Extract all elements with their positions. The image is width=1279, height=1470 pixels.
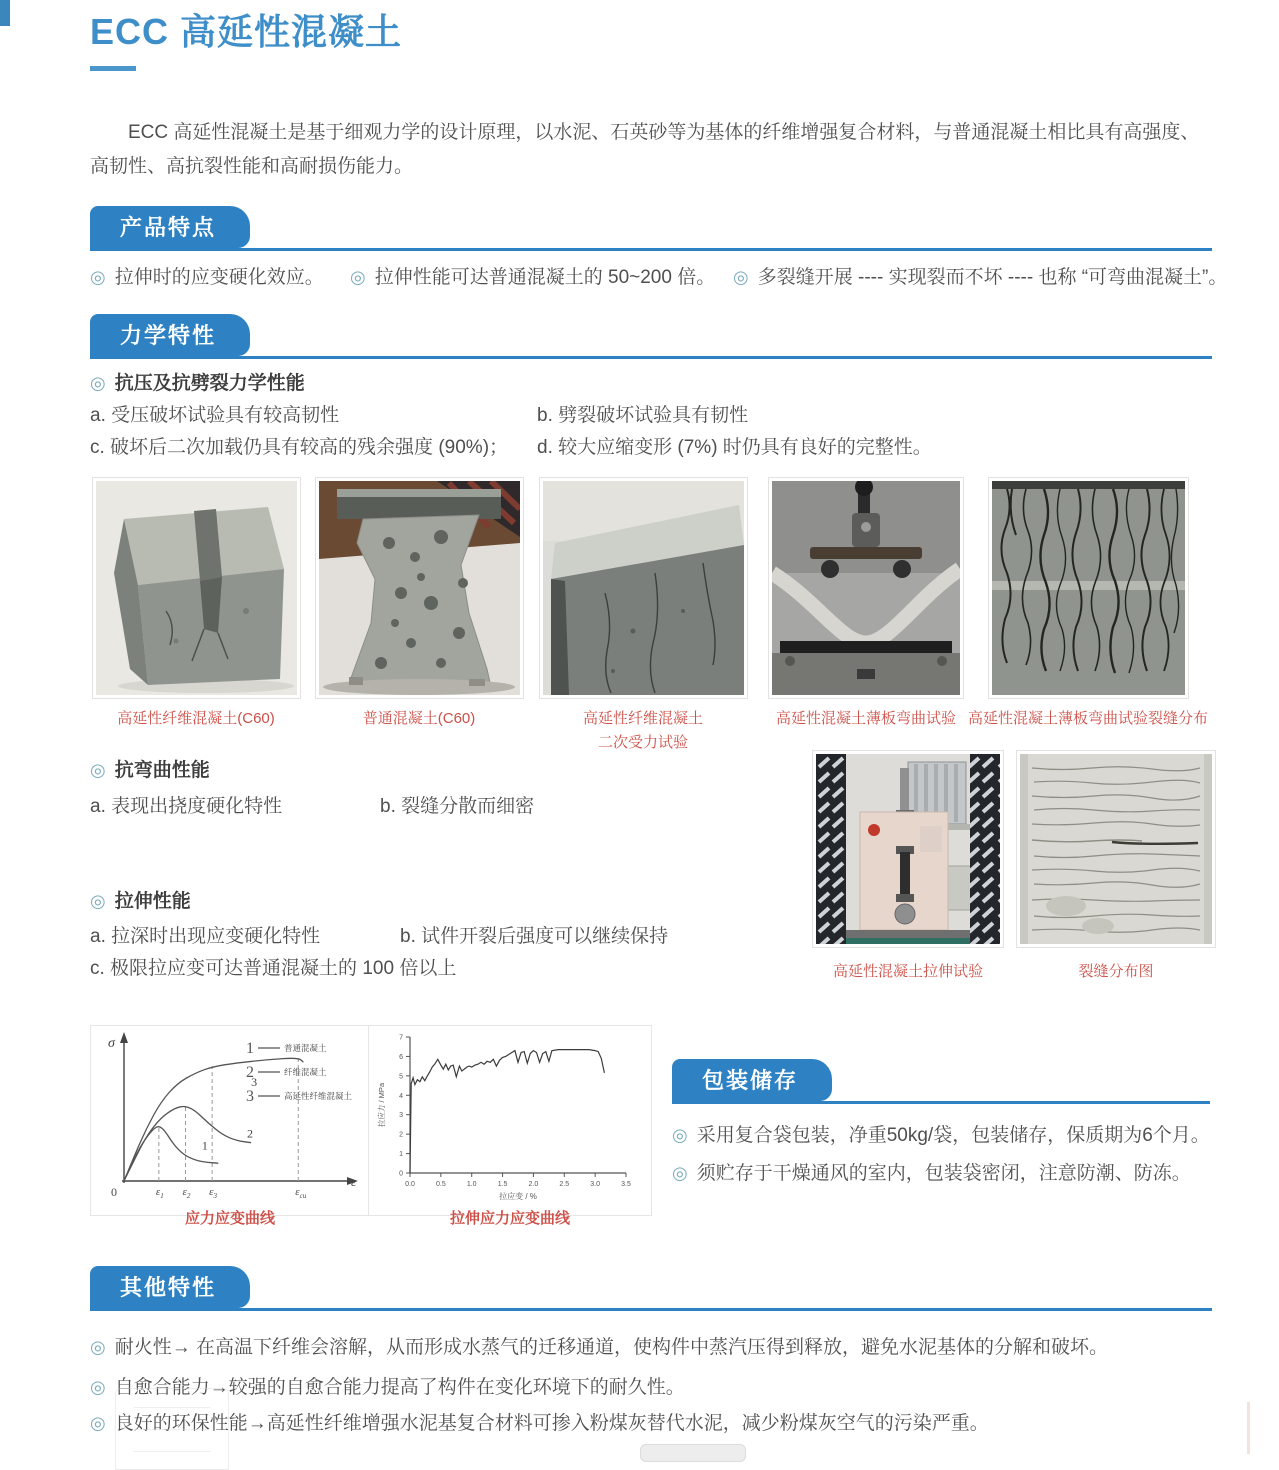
packaging-bullet-1: ◎ 采用复合袋包装，净重50kg/袋，包装储存，保质期为6个月。	[672, 1125, 1210, 1146]
feature-bullet-1: ◎ 拉伸时的应变硬化效应。	[90, 267, 324, 288]
section-bar-mechanical	[90, 314, 1212, 359]
svg-text:3: 3	[399, 1112, 403, 1120]
photo-caption: 普通混凝土(C60)	[362, 710, 476, 727]
svg-text:0: 0	[111, 1185, 117, 1199]
svg-text:1.5: 1.5	[497, 1181, 508, 1188]
title-underline	[90, 66, 136, 71]
svg-text:拉应力 / MPa: 拉应力 / MPa	[377, 1082, 386, 1128]
svg-text:高延性纤维混凝土: 高延性纤维混凝土	[284, 1091, 353, 1101]
svg-text:1: 1	[399, 1151, 403, 1159]
ring-bullet-icon: ◎	[90, 760, 106, 780]
section-bar-features	[90, 206, 1212, 251]
faint-watermark-outline	[115, 1388, 229, 1470]
photo-caption: 高延性混凝土拉伸试验	[832, 963, 984, 980]
packaging-bullet-2: ◎ 须贮存于干燥通风的室内，包装袋密闭，注意防潮、防冻。	[672, 1163, 1191, 1184]
photo-caption: 高延性混凝土薄板弯曲试验	[775, 710, 957, 727]
ring-bullet-icon: ◎	[350, 267, 366, 287]
svg-text:2.0: 2.0	[528, 1181, 539, 1188]
tensile-stress-strain-chart	[368, 1025, 652, 1216]
subsection-bending-title: ◎ 抗弯曲性能	[90, 760, 210, 781]
photo-caption: 二次受力试验	[597, 734, 689, 751]
ring-bullet-icon: ◎	[90, 373, 106, 393]
chart-caption: 应力应变曲线	[184, 1210, 276, 1227]
compression-item-c: c. 破坏后二次加载仍具有较高的残余强度 (90%)；	[90, 437, 509, 458]
feature-bullet-2: ◎ 拉伸性能可达普通混凝土的 50~200 倍。	[350, 267, 716, 288]
corner-accent-strip	[0, 0, 10, 26]
ring-bullet-icon: ◎	[90, 1377, 106, 1397]
svg-text:拉应变 / %: 拉应变 / %	[499, 1192, 537, 1201]
svg-text:2.5: 2.5	[559, 1181, 570, 1188]
svg-text:εcu: $\varepsilon_{cu}$	[295, 1186, 307, 1200]
bending-item-a: a. 表现出挠度硬化特性	[90, 796, 283, 817]
svg-text:1: 1	[201, 1138, 208, 1153]
photo-ductile-fiber-concrete-c60	[92, 477, 301, 699]
photo-ductile-fiber-secondary-load	[539, 477, 748, 699]
section-heading-other: 其他特性	[90, 1266, 250, 1308]
svg-text:5: 5	[399, 1073, 403, 1081]
section-heading-packaging: 包装储存	[672, 1059, 832, 1101]
svg-text:4: 4	[399, 1092, 403, 1100]
svg-text:2: 2	[246, 1064, 254, 1081]
svg-text:3.5: 3.5	[621, 1181, 631, 1188]
photo-caption: 高延性混凝土薄板弯曲试验裂缝分布	[967, 710, 1209, 727]
section-heading-mechanical: 力学特性	[90, 314, 250, 356]
intro-paragraph: ECC 高延性混凝土是基于细观力学的设计原理，以水泥、石英砂等为基体的纤维增强复合材料，与普通混凝土相比具有高强度、高韧性、高抗裂性能和高耐损伤能力。	[90, 122, 1200, 177]
compression-item-d: d. 较大应缩变形 (7%) 时仍具有良好的完整性。	[537, 437, 932, 458]
tension-item-a: a. 拉深时出现应变硬化特性	[90, 926, 321, 947]
svg-text:纤维混凝土: 纤维混凝土	[284, 1067, 327, 1077]
section-heading-features: 产品特点	[90, 206, 250, 248]
photo-normal-concrete-c60	[315, 477, 524, 699]
svg-text:ε1: $\varepsilon_1$	[155, 1186, 164, 1200]
photo-caption: 高延性纤维混凝土	[582, 710, 704, 727]
photo-thin-slab-bending-test	[768, 477, 964, 699]
subsection-compression-title: ◎ 抗压及抗劈裂力学性能	[90, 373, 305, 394]
photo-tension-test-machine	[812, 750, 1004, 948]
other-bullet-2: ◎ 自愈合能力→较强的自愈合能力提高了构件在变化环境下的耐久性。	[90, 1377, 685, 1398]
svg-text:1.0: 1.0	[466, 1181, 477, 1188]
svg-text:0.0: 0.0	[405, 1181, 415, 1188]
svg-text:2: 2	[399, 1131, 403, 1139]
compression-item-a: a. 受压破坏试验具有较高韧性	[90, 405, 340, 426]
svg-text:2: 2	[247, 1126, 253, 1141]
ring-bullet-icon: ◎	[90, 1413, 106, 1433]
tension-item-c: c. 极限拉应变可达普通混凝土的 100 倍以上	[90, 958, 457, 979]
section-bar-packaging	[672, 1059, 1210, 1104]
feature-bullet-3: ◎ 多裂缝开展 ---- 实现裂而不坏 ---- 也称 “可弯曲混凝土”。	[733, 267, 1228, 288]
svg-text:ε: ε	[351, 1174, 357, 1189]
svg-text:3: 3	[251, 1074, 258, 1089]
photo-caption: 裂缝分布图	[1078, 963, 1154, 980]
faint-side-mark	[1247, 1402, 1250, 1454]
svg-text:1: 1	[246, 1040, 254, 1057]
svg-text:0.5: 0.5	[435, 1181, 446, 1188]
chart-caption: 拉伸应力应变曲线	[449, 1210, 571, 1227]
tension-item-b: b. 试件开裂后强度可以继续保持	[400, 926, 669, 947]
bending-item-b: b. 裂缝分散而细密	[380, 796, 535, 817]
subsection-tension-title: ◎ 拉伸性能	[90, 891, 191, 912]
section-bar-other	[90, 1266, 1212, 1311]
ring-bullet-icon: ◎	[672, 1163, 688, 1183]
ring-bullet-icon: ◎	[672, 1125, 688, 1145]
ring-bullet-icon: ◎	[90, 891, 106, 911]
compression-item-b: b. 劈裂破坏试验具有韧性	[537, 405, 749, 426]
svg-text:0: 0	[399, 1170, 403, 1178]
photo-caption: 高延性纤维混凝土(C60)	[117, 710, 275, 727]
stress-strain-schematic-chart	[90, 1025, 370, 1216]
svg-text:ε2: $\varepsilon_2$	[182, 1186, 191, 1200]
svg-text:6: 6	[399, 1053, 403, 1061]
photo-crack-distribution-map	[1016, 750, 1216, 948]
svg-text:σ: σ	[108, 1036, 115, 1051]
ring-bullet-icon: ◎	[733, 267, 749, 287]
svg-text:普通混凝土: 普通混凝土	[284, 1043, 327, 1053]
ring-bullet-icon: ◎	[90, 267, 106, 287]
svg-text:7: 7	[399, 1034, 403, 1042]
photo-bending-crack-distribution	[988, 477, 1189, 699]
other-bullet-1: ◎ 耐火性→ 在高温下纤维会溶解，从而形成水蒸气的迁移通道，使构件中蒸汽压得到释放，避免水泥基体的分解和破坏。	[90, 1337, 1109, 1358]
svg-text:3: 3	[246, 1088, 254, 1105]
ring-bullet-icon: ◎	[90, 1337, 106, 1357]
page-title: ECC 高延性混凝土	[90, 11, 403, 52]
clipped-bottom-element	[640, 1444, 746, 1462]
other-bullet-3: ◎ 良好的环保性能→高延性纤维增强水泥基复合材料可掺入粉煤灰替代水泥，减少粉煤灰空气的污染严重。	[90, 1413, 989, 1434]
svg-text:3.0: 3.0	[590, 1181, 601, 1188]
svg-text:ε3: $\varepsilon_3$	[209, 1186, 217, 1200]
